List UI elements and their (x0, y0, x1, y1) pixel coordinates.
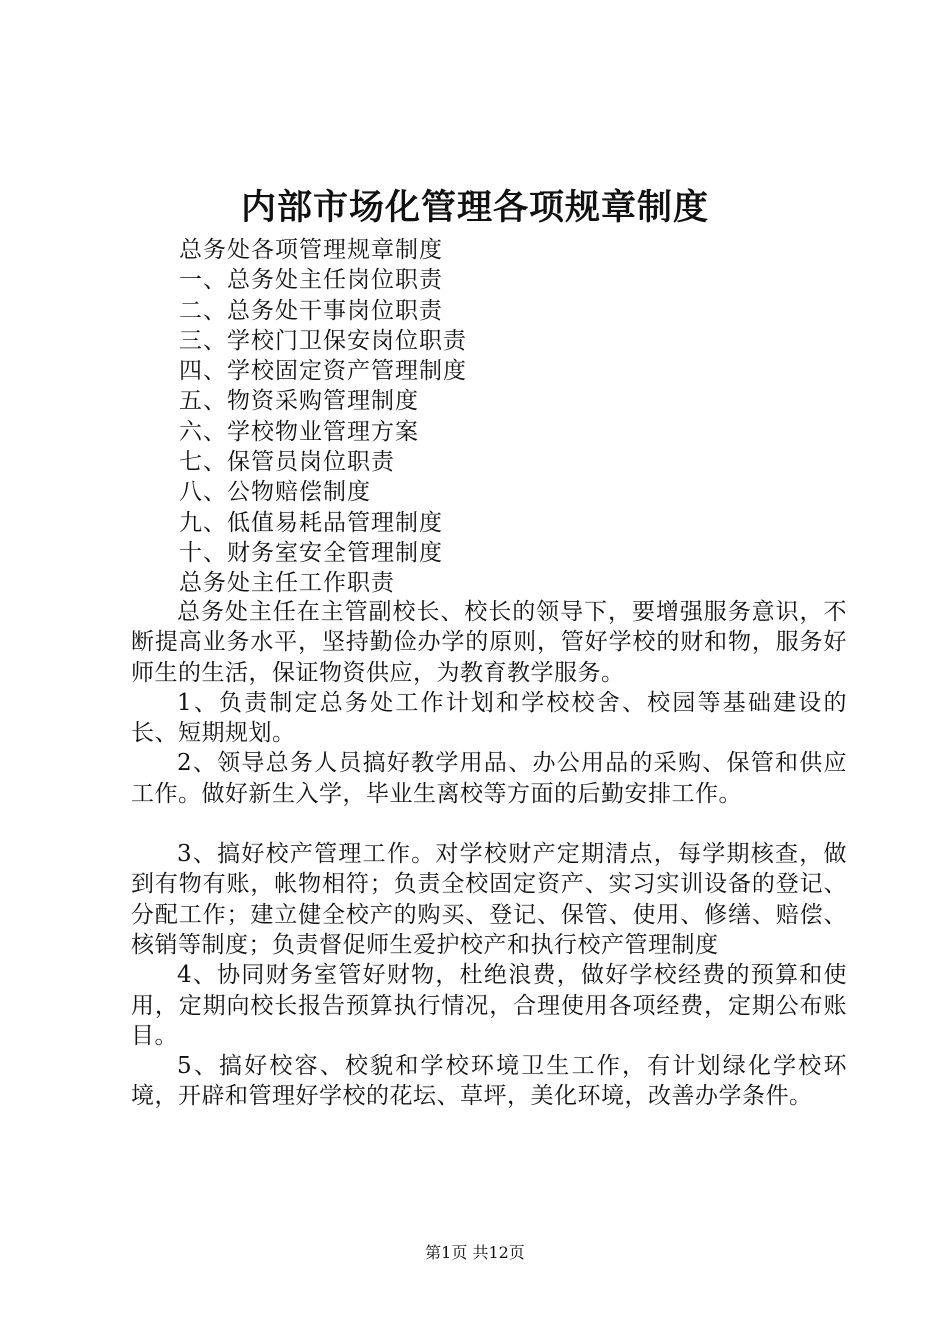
duty-paragraph: 4、协同财务室管好财物，杜绝浪费，做好学校经费的预算和使用，定期向校长报告预算执行情况，合理使用各项经费，定期公布账目。 (131, 962, 847, 1049)
section-heading: 总务处主任工作职责 (179, 570, 395, 597)
document-title: 内部市场化管理各项规章制度 (240, 187, 709, 228)
toc-item: 五、物资采购管理制度 (179, 388, 419, 415)
toc-item: 八、公物赔偿制度 (179, 479, 371, 506)
toc-item: 九、低值易耗品管理制度 (179, 509, 443, 536)
duty-paragraph: 2、领导总务人员搞好教学用品、办公用品的采购、保管和供应工作。做好新生入学，毕业生离校等方面的后勤安排工作。 (131, 750, 847, 807)
toc-item: 十、财务室安全管理制度 (179, 539, 443, 566)
toc-item: 六、学校物业管理方案 (179, 418, 419, 445)
intro-paragraph: 总务处主任在主管副校长、校长的领导下，要增强服务意识，不断提高业务水平，坚持勤俭办学的原则，管好学校的财和物，服务好师生的生活，保证物资供应，为教育教学服务。 (131, 599, 847, 686)
toc-heading: 总务处各项管理规章制度 (179, 237, 443, 263)
duty-paragraph: 3、搞好校产管理工作。对学校财产定期清点，每学期核查，做到有物有账，帐物相符；负责全校固定资产、实习实训设备的登记、分配工作；建立健全校产的购买、登记、保管、使用、修缮、赔偿、核销等制度；负责督促师生爱护校产和执行校产管理制度 (131, 841, 847, 958)
table-of-contents (179, 235, 879, 599)
toc-item: 三、学校门卫保安岗位职责 (179, 327, 467, 354)
toc-item: 一、总务处主任岗位职责 (179, 267, 443, 294)
toc-item: 二、总务处干事岗位职责 (179, 297, 443, 324)
duty-paragraph: 5、搞好校容、校貌和学校环境卫生工作，有计划绿化学校环境，开辟和管理好学校的花坛、草坪，美化环境，改善办学条件。 (131, 1053, 847, 1110)
toc-item: 七、保管员岗位职责 (179, 449, 395, 476)
page-number-footer: 第1页 共12页 (425, 1243, 525, 1262)
duty-paragraph: 1、负责制定总务处工作计划和学校校舍、校园等基础建设的长、短期规划。 (131, 689, 847, 747)
document-body (131, 597, 847, 1112)
toc-item: 四、学校固定资产管理制度 (179, 358, 467, 385)
